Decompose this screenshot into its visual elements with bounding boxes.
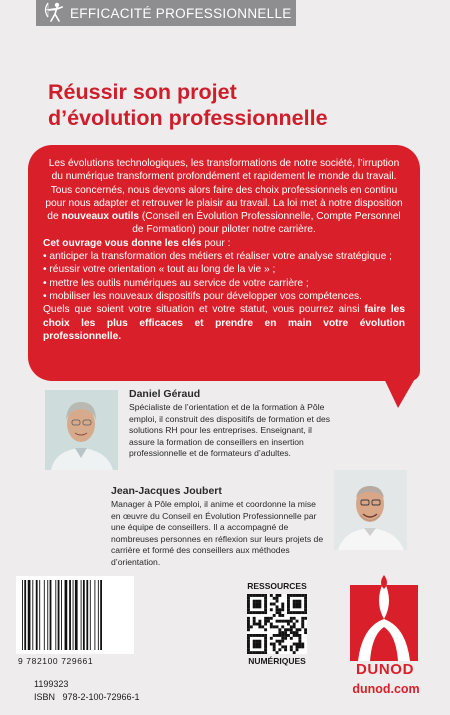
publisher-name: DUNOD [356,661,414,678]
dunod-logo-icon [348,575,420,663]
summary-bullet: • mobiliser les nouveaux dispositifs pour développer vos compétences. [43,290,362,302]
bubble-tail [380,370,420,410]
publisher-url: dunod.com [352,682,420,696]
summary-intro-end: (Conseil en Évolution Professionnelle, Compte Personnel de Formation) pour piloter notre carrière. [132,211,401,236]
author-photo-daniel [45,390,118,470]
book-title-line-1: Réussir son projet [48,80,237,104]
archer-icon [36,0,70,26]
collection-label: EFFICACITÉ PROFESSIONNELLE [70,5,292,21]
barcode [16,576,134,654]
summary-bullet: • mettre les outils numériques au service de votre carrière ; [43,277,309,289]
qr-label-top: RESSOURCES [247,581,307,591]
book-title-line-2: d’évolution professionnelle [48,106,328,130]
qr-code-icon [247,594,307,654]
barcode-digits: 9 782100 729661 [18,656,94,666]
summary-bullet-list [43,250,405,303]
summary-intro-bold: nouveaux outils [61,211,140,223]
summary-keys [43,237,405,250]
summary-intro-text: Les évolutions technologiques, les transformations de notre société, l’irruption du numérique transforment profondément et rapidement le monde du travail. Tous concernés, nous devons alors faire des choix professionnels en continu pour nous adapter et retrouver le plaisir au travail. La loi met à notre disposition de [45,158,403,223]
isbn-number: ISBN 978-2-100-72966-1 [34,692,140,702]
summary-closing-bold: faire les choix les plus efficaces et prendre en main votre évolution professionnelle. [43,304,405,342]
summary-bullet: • réussir votre orientation « tout au long de la vie » ; [43,264,276,276]
author-name: Daniel Géraud [129,388,201,400]
author-bio: Manager à Pôle emploi, il anime et coordonne la mise en œuvre du Conseil en Évolution Professionnelle par une équipe de conseillers. Il a accompagné de nombreuses personnes en réflexion sur leurs projets de carrière et formé des conseillers aux méthodes d’orientation. [111,499,324,567]
summary-bullet: • anticiper la transformation des métiers et réaliser votre analyse stratégique ; [43,251,392,263]
summary-closing [43,303,405,343]
author-bio: Spécialiste de l’orientation et de la formation à Pôle emploi, il construit des dispositifs de formation et des solutions RH pour les entreprises. Enseignant, il assure la formation de conseillers en insertion professionnelle et de formateurs d’adultes. [129,402,331,459]
summary-keys-bold: Cet ouvrage vous donne les clés [43,237,202,249]
product-code: 1199323 [34,679,69,689]
summary-closing-text: Quels que soient votre situation et votre statut, vous pourrez ainsi [43,304,360,316]
collection-banner [36,0,296,26]
book-title [48,79,328,131]
summary-keys-rest: pour : [204,237,231,249]
author-name: Jean-Jacques Joubert [111,485,222,497]
summary-intro [43,157,405,237]
summary-bubble [28,145,420,381]
author-photo-jean-jacques [334,470,407,550]
qr-label-bottom: NUMÉRIQUES [248,656,306,666]
